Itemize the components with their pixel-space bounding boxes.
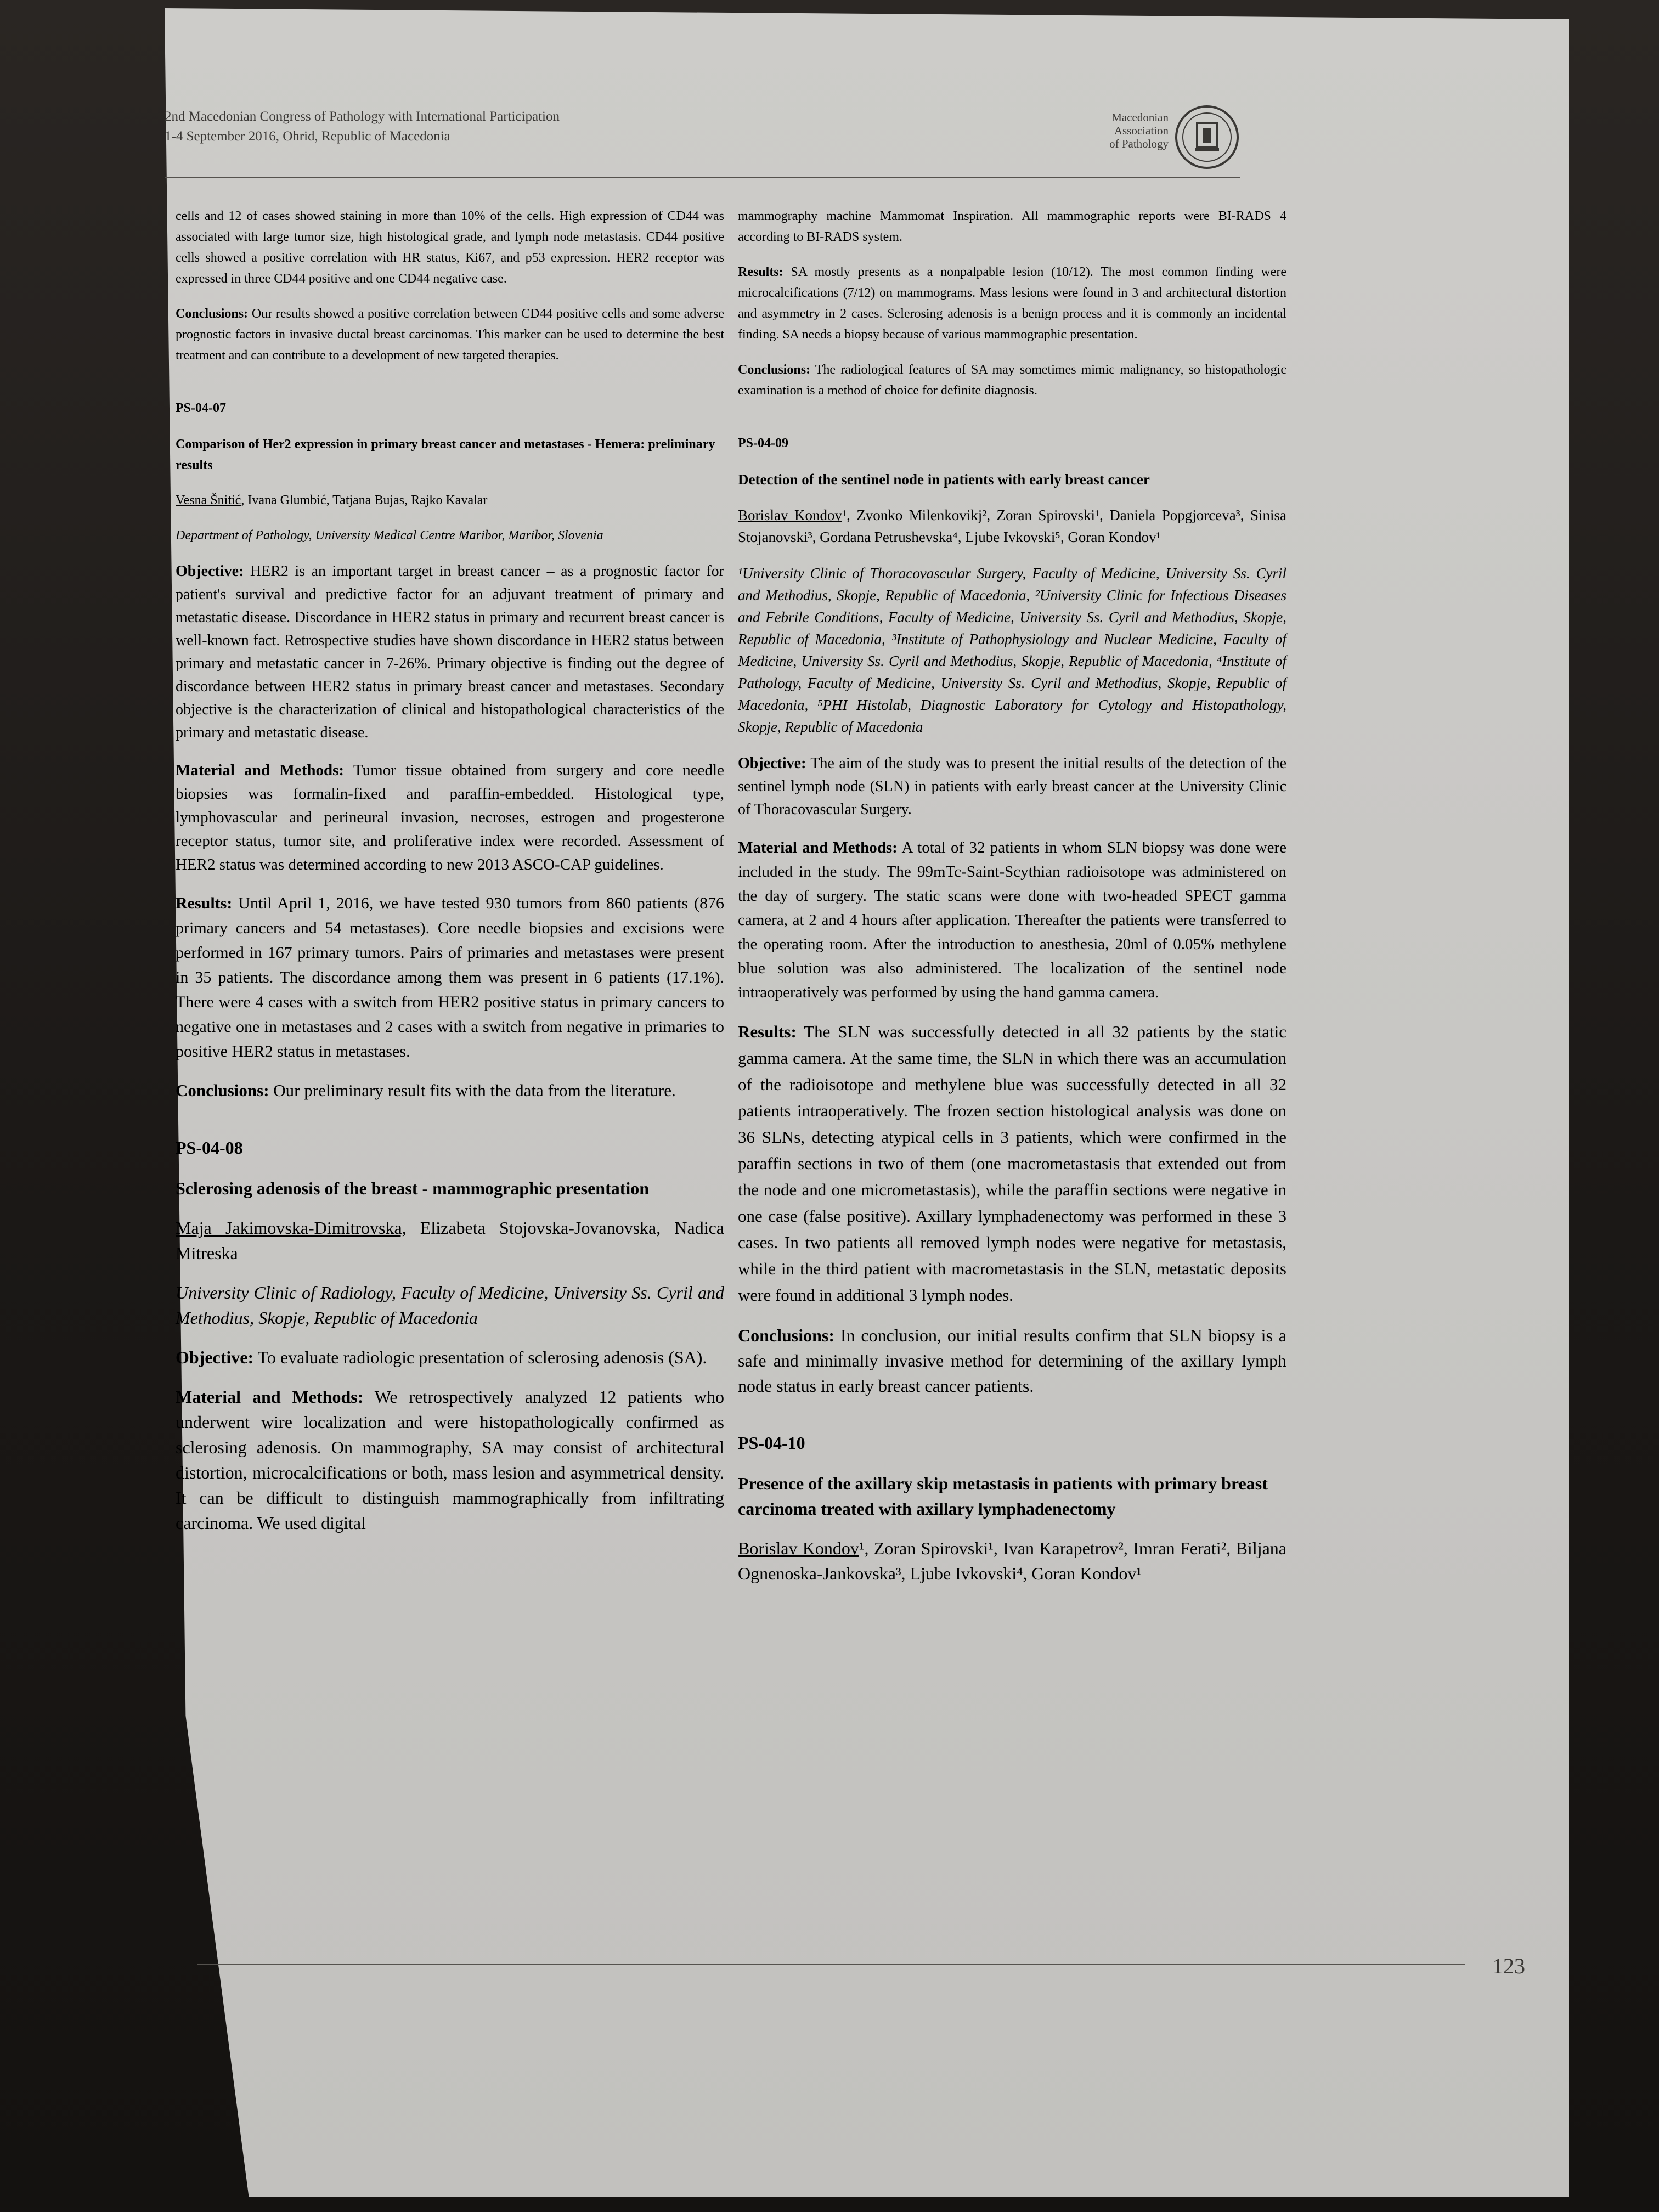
continued-results: Results: SA mostly presents as a nonpalpable lesion (10/12). The most common finding were microcalcifications (7/12) on mammograms. Mass lesions were found in 3 and architectural distortion and asymmetry in 2 cases. Sclerosing adenosis is a benign process and it is commonly an incidental finding. SA needs a biopsy because of various mammographic presentation. bbox=[738, 265, 1286, 342]
continued-conclusions: Conclusions: The radiological features of SA may sometimes mimic malignancy, so histopathologic examination is a method of choice for definite diagnosis. bbox=[738, 363, 1286, 398]
abstract-title-ps-04-07: Comparison of Her2 expression in primary breast cancer and metastases - Hemera: preliminary results bbox=[176, 437, 715, 472]
conclusions-ps-04-09: Conclusions: In conclusion, our initial results confirm that SLN biopsy is a safe and minimally invasive method for determining of the axillary lymph node status in early breast cancer patients. bbox=[738, 1325, 1286, 1396]
methods-ps-04-08: Material and Methods: We retrospectively analyzed 12 patients who underwent wire localization and were histopathologically confirmed as sclerosing adenosis. On mammography, SA may consist of architectural distortion, microcalcifications or both, mass lesion and asymmetrical density. It can be difficult to distinguish mammographically from infiltrating carcinoma. We used digital bbox=[176, 1387, 725, 1533]
results-ps-04-07: Results: Until April 1, 2016, we have tested 930 tumors from 860 patients (876 primary cancers and 54 metastases). Core needle biopsies and excisions were performed in 167 primary tumors. Pairs of primaries and metastases were present in 35 patients. The discordance among them was present in 6 patients (17.1%). There were 4 cases with a switch from HER2 positive status in primary cancers to negative one in metastases and 2 cases with a switch from negative in primaries to positive HER2 status in metastases. bbox=[176, 894, 724, 1060]
abstract-title-ps-04-09: Detection of the sentinel node in patients with early breast cancer bbox=[738, 471, 1150, 488]
methods-ps-04-07: Material and Methods: Tumor tissue obtained from surgery and core needle biopsies was formalin-fixed and paraffin-embedded. Histological type, lymphovascular and perineural invasion, necroses, estrogen and progesterone receptor status, tumor site, and proliferative index were recorded. Assessment of HER2 status was determined according to new 2013 ASCO-CAP guidelines. bbox=[176, 761, 724, 873]
conclusions-ps-04-07: Conclusions: Our preliminary result fits with the data from the literature. bbox=[176, 1081, 676, 1100]
abstract-code-ps-04-09: PS-04-09 bbox=[738, 436, 788, 450]
logo-text: Macedonian Association of Pathology bbox=[1109, 111, 1169, 150]
continued-methods: mammography machine Mammomat Inspiration. All mammographic reports were BI-RADS 4 according to BI-RADS system. bbox=[738, 209, 1286, 244]
microscope-seal-icon bbox=[1174, 104, 1240, 170]
objective-ps-04-09: Objective: The aim of the study was to present the initial results of the detection of the sentinel lymph node (SLN) in patients with early breast cancer at the University Clinic of Thoracovascular Surgery. bbox=[738, 755, 1286, 818]
methods-ps-04-09: Material and Methods: A total of 32 patients in whom SLN biopsy was done were included in the study. The 99mTc-Saint-Scythian radioisotope was administered on the day of surgery. The static scans were done with two-headed SPECT gamma camera, at 2 and 4 hours after application. Thereafter the patients were transferred to the operating room. After the introduction to anesthesia, 20ml of 0.05% methylene blue solution was also administered. The localization of the sentinel node intraoperatively was performed by using the hand gamma camera. bbox=[738, 839, 1286, 1001]
association-logo bbox=[1075, 104, 1240, 181]
footer-divider bbox=[198, 1964, 1465, 1965]
intro-conclusions: Conclusions: Our results showed a positive correlation between CD44 positive cells and some adverse prognostic factors in invasive ductal breast carcinomas. This marker can be used to determine the best treatment and can contribute to a development of new targeted therapies. bbox=[176, 307, 724, 363]
authors-ps-04-07: Vesna Šnitić, Ivana Glumbić, Tatjana Bujas, Rajko Kavalar bbox=[176, 493, 488, 507]
authors-ps-04-09: Borislav Kondov¹, Zvonko Milenkovikj², Zoran Spirovski¹, Daniela Popgjorceva³, Sinisa Stojanovski³, Gordana Petrushevska⁴, Ljube Ivkovski⁵, Goran Kondov¹ bbox=[738, 507, 1287, 545]
abstract-code-ps-04-10: PS-04-10 bbox=[738, 1433, 805, 1453]
right-column bbox=[738, 206, 1286, 1600]
affiliation-ps-04-07: Department of Pathology, University Medical Centre Maribor, Maribor, Slovenia bbox=[176, 528, 603, 543]
page-number: 123 bbox=[1492, 1954, 1525, 1978]
abstract-title-ps-04-10: Presence of the axillary skip metastasis in patients with primary breast carcinoma treated with axillary lymphadenectomy bbox=[738, 1474, 1268, 1519]
intro-paragraph: cells and 12 of cases showed staining in more than 10% of the cells. High expression of CD44 was associated with large tumor size, high histological grade, and lymph node metastasis. CD44 positive cells showed a positive correlation with HR status, Ki67, and p53 expression. HER2 receptor was expressed in three CD44 positive and one CD44 negative case. bbox=[176, 209, 724, 286]
objective-ps-04-07: Objective: HER2 is an important target in breast cancer – as a prognostic factor for patient's survival and predictive factor for an adjuvant treatment of primary and metastatic disease. Discordance in HER2 status in primary and recurrent breast cancer is well-known fact. Retrospective studies have shown discordance in HER2 status between primary and metastatic cancer in 7-26%. Primary objective is finding out the degree of discordance between HER2 status in primary breast cancer and metastases. Secondary objective is the characterization of clinical and histopathological characteristics of the primary and metastatic disease. bbox=[176, 563, 724, 741]
abstract-code-ps-04-07: PS-04-07 bbox=[176, 401, 226, 415]
congress-dates: 1-4 September 2016, Ohrid, Republic of Macedonia bbox=[165, 129, 450, 144]
header-divider bbox=[165, 177, 1240, 178]
left-column bbox=[176, 206, 724, 1550]
authors-ps-04-08: Maja Jakimovska-Dimitrovska, Elizabeta Stojovska-Jovanovska, Nadica Mitreska bbox=[176, 1218, 725, 1263]
abstract-code-ps-04-08: PS-04-08 bbox=[176, 1138, 243, 1158]
abstract-title-ps-04-08: Sclerosing adenosis of the breast - mammographic presentation bbox=[176, 1178, 650, 1198]
objective-ps-04-08: Objective: To evaluate radiologic presentation of sclerosing adenosis (SA). bbox=[176, 1347, 707, 1367]
results-ps-04-09: Results: The SLN was successfully detected in all 32 patients by the static gamma camera. At the same time, the SLN in which there was an accumulation of the radioisotope and methylene blue was successfully detected in all 32 patients intraoperatively. The frozen section histological analysis was done on 36 SLNs, detecting atypical cells in 3 patients, which were confirmed in the paraffin sections in two of them (one macrometastasis that extended out from the node and one micrometastasis), while the paraffin sections were negative in one case (false positive). Axillary lymphadenectomy was performed in these 3 cases. In two patients all removed lymph nodes were negative for metastasis, while in the third patient with macrometastasis in the SLN, metastatic deposits were found in additional 3 lymph nodes. bbox=[738, 1022, 1286, 1305]
congress-title: 2nd Macedonian Congress of Pathology with International Participation bbox=[165, 109, 560, 124]
affiliation-ps-04-08: University Clinic of Radiology, Faculty of Medicine, University Ss. Cyril and Methodius, Skopje, Republic of Macedonia bbox=[176, 1283, 724, 1328]
affiliation-ps-04-09: ¹University Clinic of Thoracovascular Surgery, Faculty of Medicine, University Ss. Cyril and Methodius, Skopje, Republic of Macedonia, ²University Clinic for Infectious Diseases and Febrile Conditions, Faculty of Medicine, University Ss. Cyril and Methodius, Skopje, Republic of Macedonia, ³Institute of Pathophysiology and Nuclear Medicine, Faculty of Medicine, University Ss. Cyril and Methodius, Skopje, Republic of Macedonia, ⁴Institute of Pathology, Faculty of Medicine, University Ss. Cyril and Methodius, Skopje, Republic of Macedonia, ⁵PHI Histolab, Diagnostic Laboratory for Cytology and Histopathology, Skopje, Republic of Macedonia bbox=[738, 565, 1286, 735]
authors-ps-04-10: Borislav Kondov¹, Zoran Spirovski¹, Ivan Karapetrov², Imran Ferati², Biljana Ognenoska-Jankovska³, Ljube Ivkovski⁴, Goran Kondov¹ bbox=[738, 1538, 1287, 1583]
